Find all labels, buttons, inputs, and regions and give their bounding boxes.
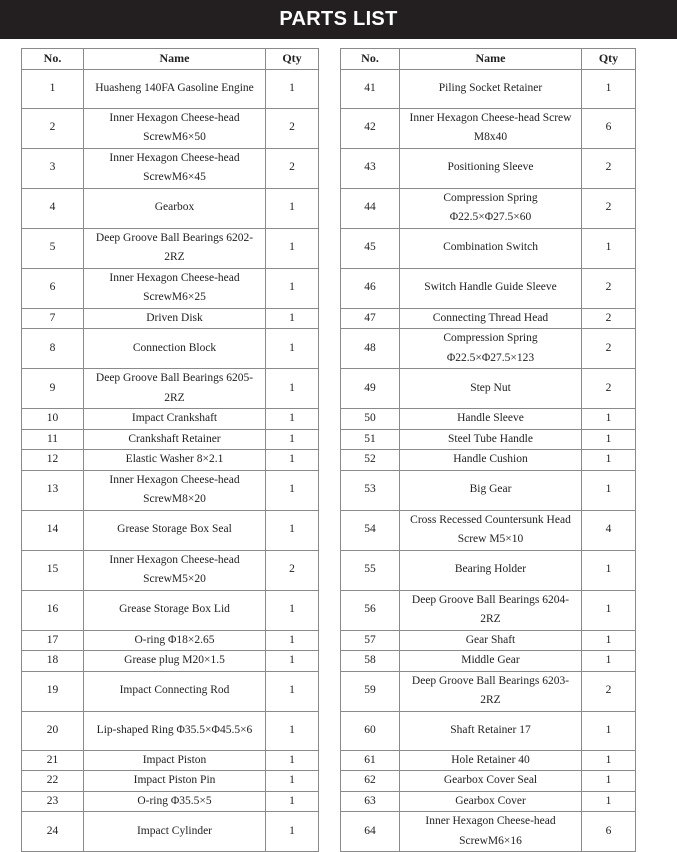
part-qty-cell: 1 (582, 711, 636, 750)
header-name: Name (400, 49, 582, 70)
part-qty-cell: 1 (266, 329, 319, 369)
part-name-cell: Crankshaft Retainer (84, 429, 266, 450)
table-row (22, 651, 636, 672)
part-name-cell: Step Nut (400, 369, 582, 409)
table-row (22, 470, 636, 510)
part-name-cell: Impact Piston (84, 750, 266, 771)
header-no: No. (22, 49, 84, 70)
column-gap (319, 429, 341, 450)
parts-table-body (22, 69, 636, 852)
table-row (22, 308, 636, 329)
part-number-cell: 55 (341, 550, 400, 590)
part-number-cell: 57 (341, 630, 400, 651)
part-qty-cell: 1 (266, 470, 319, 510)
part-qty-cell: 1 (266, 228, 319, 268)
part-number-cell: 3 (22, 148, 84, 188)
part-name-cell: Impact Connecting Rod (84, 671, 266, 711)
part-qty-cell: 2 (582, 329, 636, 369)
part-name-cell: Huasheng 140FA Gasoline Engine (84, 69, 266, 108)
column-gap (319, 409, 341, 430)
part-number-cell: 51 (341, 429, 400, 450)
table-row (22, 188, 636, 228)
part-number-cell: 5 (22, 228, 84, 268)
table-row (22, 429, 636, 450)
column-gap (319, 268, 341, 308)
part-name-cell: Inner Hexagon Cheese-head ScrewM6×45 (84, 148, 266, 188)
part-name-cell: Deep Groove Ball Bearings 6205-2RZ (84, 369, 266, 409)
table-row (22, 228, 636, 268)
column-gap (319, 671, 341, 711)
part-name-cell: Lip-shaped Ring Φ35.5×Φ45.5×6 (84, 711, 266, 750)
part-name-cell: Grease Storage Box Seal (84, 510, 266, 550)
column-gap (319, 450, 341, 471)
table-row (22, 590, 636, 630)
part-name-cell: Combination Switch (400, 228, 582, 268)
column-gap (319, 228, 341, 268)
part-qty-cell: 2 (582, 148, 636, 188)
part-name-cell: Deep Groove Ball Bearings 6202-2RZ (84, 228, 266, 268)
table-row (22, 711, 636, 750)
part-name-cell: Grease plug M20×1.5 (84, 651, 266, 672)
table-row (22, 630, 636, 651)
part-number-cell: 14 (22, 510, 84, 550)
table-row (22, 148, 636, 188)
part-number-cell: 46 (341, 268, 400, 308)
page-title: PARTS LIST (0, 0, 677, 39)
part-name-cell: Deep Groove Ball Bearings 6204-2RZ (400, 590, 582, 630)
part-name-cell: Bearing Holder (400, 550, 582, 590)
part-name-cell: Steel Tube Handle (400, 429, 582, 450)
part-number-cell: 4 (22, 188, 84, 228)
part-qty-cell: 2 (266, 148, 319, 188)
parts-list-table (21, 48, 636, 852)
part-name-cell: Inner Hexagon Cheese-head ScrewM6×16 (400, 812, 582, 852)
column-gap (319, 308, 341, 329)
part-number-cell: 54 (341, 510, 400, 550)
part-name-cell: Elastic Washer 8×2.1 (84, 450, 266, 471)
part-qty-cell: 6 (582, 812, 636, 852)
column-gap (319, 49, 341, 70)
part-qty-cell: 2 (582, 369, 636, 409)
column-gap (319, 148, 341, 188)
part-qty-cell: 1 (266, 630, 319, 651)
part-name-cell: Impact Piston Pin (84, 771, 266, 792)
part-name-cell: Impact Cylinder (84, 812, 266, 852)
part-qty-cell: 1 (582, 470, 636, 510)
part-name-cell: Switch Handle Guide Sleeve (400, 268, 582, 308)
part-qty-cell: 1 (582, 429, 636, 450)
column-gap (319, 651, 341, 672)
part-qty-cell: 1 (266, 510, 319, 550)
part-number-cell: 12 (22, 450, 84, 471)
part-number-cell: 21 (22, 750, 84, 771)
part-number-cell: 10 (22, 409, 84, 430)
part-name-cell: Gear Shaft (400, 630, 582, 651)
part-qty-cell: 1 (266, 711, 319, 750)
part-qty-cell: 2 (582, 671, 636, 711)
part-qty-cell: 1 (582, 69, 636, 108)
part-number-cell: 2 (22, 108, 84, 148)
part-qty-cell: 1 (582, 590, 636, 630)
part-name-cell: Impact Crankshaft (84, 409, 266, 430)
table-row (22, 550, 636, 590)
column-gap (319, 329, 341, 369)
part-qty-cell: 1 (582, 630, 636, 651)
part-name-cell: Handle Sleeve (400, 409, 582, 430)
part-qty-cell: 1 (266, 308, 319, 329)
part-number-cell: 20 (22, 711, 84, 750)
column-gap (319, 369, 341, 409)
part-name-cell: Handle Cushion (400, 450, 582, 471)
part-name-cell: Grease Storage Box Lid (84, 590, 266, 630)
table-row (22, 791, 636, 812)
part-name-cell: Middle Gear (400, 651, 582, 672)
part-number-cell: 58 (341, 651, 400, 672)
part-number-cell: 24 (22, 812, 84, 852)
column-gap (319, 188, 341, 228)
column-gap (319, 108, 341, 148)
part-number-cell: 18 (22, 651, 84, 672)
table-row (22, 671, 636, 711)
part-name-cell: Inner Hexagon Cheese-head ScrewM6×25 (84, 268, 266, 308)
part-qty-cell: 2 (266, 108, 319, 148)
column-gap (319, 791, 341, 812)
column-gap (319, 69, 341, 108)
part-qty-cell: 1 (582, 450, 636, 471)
table-row (22, 750, 636, 771)
part-qty-cell: 1 (266, 590, 319, 630)
column-gap (319, 812, 341, 852)
part-qty-cell: 1 (582, 409, 636, 430)
part-name-cell: Inner Hexagon Cheese-head Screw M8x40 (400, 108, 582, 148)
part-qty-cell: 6 (582, 108, 636, 148)
part-number-cell: 11 (22, 429, 84, 450)
part-qty-cell: 1 (266, 268, 319, 308)
part-qty-cell: 1 (582, 228, 636, 268)
table-header-row (22, 49, 636, 70)
table-row (22, 69, 636, 108)
part-name-cell: Compression Spring Φ22.5×Φ27.5×123 (400, 329, 582, 369)
part-name-cell: Cross Recessed Countersunk Head Screw M5×10 (400, 510, 582, 550)
part-number-cell: 48 (341, 329, 400, 369)
part-qty-cell: 1 (266, 450, 319, 471)
column-gap (319, 771, 341, 792)
part-qty-cell: 1 (266, 188, 319, 228)
part-number-cell: 23 (22, 791, 84, 812)
part-name-cell: Piling Socket Retainer (400, 69, 582, 108)
part-number-cell: 17 (22, 630, 84, 651)
part-qty-cell: 1 (582, 771, 636, 792)
part-number-cell: 8 (22, 329, 84, 369)
part-name-cell: Big Gear (400, 470, 582, 510)
part-qty-cell: 1 (266, 671, 319, 711)
header-name: Name (84, 49, 266, 70)
header-qty: Qty (582, 49, 636, 70)
part-name-cell: Inner Hexagon Cheese-head ScrewM5×20 (84, 550, 266, 590)
table-row (22, 510, 636, 550)
part-qty-cell: 1 (266, 812, 319, 852)
part-qty-cell: 1 (582, 750, 636, 771)
part-number-cell: 52 (341, 450, 400, 471)
part-number-cell: 7 (22, 308, 84, 329)
table-row (22, 771, 636, 792)
column-gap (319, 750, 341, 771)
table-row (22, 369, 636, 409)
table-row (22, 409, 636, 430)
part-name-cell: Compression Spring Φ22.5×Φ27.5×60 (400, 188, 582, 228)
part-qty-cell: 1 (266, 69, 319, 108)
part-number-cell: 41 (341, 69, 400, 108)
part-number-cell: 6 (22, 268, 84, 308)
part-number-cell: 61 (341, 750, 400, 771)
part-number-cell: 47 (341, 308, 400, 329)
part-name-cell: Connection Block (84, 329, 266, 369)
part-qty-cell: 1 (266, 369, 319, 409)
part-qty-cell: 2 (582, 268, 636, 308)
part-name-cell: Driven Disk (84, 308, 266, 329)
part-number-cell: 13 (22, 470, 84, 510)
part-qty-cell: 1 (266, 429, 319, 450)
part-name-cell: Deep Groove Ball Bearings 6203-2RZ (400, 671, 582, 711)
part-qty-cell: 2 (266, 550, 319, 590)
part-number-cell: 50 (341, 409, 400, 430)
part-name-cell: Gearbox Cover Seal (400, 771, 582, 792)
part-number-cell: 63 (341, 791, 400, 812)
table-row (22, 450, 636, 471)
part-qty-cell: 2 (582, 308, 636, 329)
part-number-cell: 16 (22, 590, 84, 630)
table-row (22, 812, 636, 852)
part-number-cell: 15 (22, 550, 84, 590)
part-qty-cell: 1 (582, 791, 636, 812)
part-number-cell: 53 (341, 470, 400, 510)
part-name-cell: O-ring Φ18×2.65 (84, 630, 266, 651)
part-number-cell: 49 (341, 369, 400, 409)
part-name-cell: Connecting Thread Head (400, 308, 582, 329)
part-name-cell: Inner Hexagon Cheese-head ScrewM6×50 (84, 108, 266, 148)
part-name-cell: O-ring Φ35.5×5 (84, 791, 266, 812)
part-number-cell: 64 (341, 812, 400, 852)
part-qty-cell: 1 (266, 791, 319, 812)
part-name-cell: Gearbox (84, 188, 266, 228)
part-qty-cell: 1 (266, 771, 319, 792)
part-name-cell: Hole Retainer 40 (400, 750, 582, 771)
table-row (22, 268, 636, 308)
part-qty-cell: 1 (266, 750, 319, 771)
part-number-cell: 44 (341, 188, 400, 228)
part-number-cell: 1 (22, 69, 84, 108)
column-gap (319, 470, 341, 510)
part-number-cell: 56 (341, 590, 400, 630)
part-qty-cell: 1 (582, 550, 636, 590)
part-number-cell: 9 (22, 369, 84, 409)
part-number-cell: 60 (341, 711, 400, 750)
part-qty-cell: 1 (266, 409, 319, 430)
part-number-cell: 22 (22, 771, 84, 792)
column-gap (319, 630, 341, 651)
part-qty-cell: 1 (582, 651, 636, 672)
part-name-cell: Gearbox Cover (400, 791, 582, 812)
table-row (22, 108, 636, 148)
part-number-cell: 59 (341, 671, 400, 711)
part-qty-cell: 2 (582, 188, 636, 228)
part-qty-cell: 1 (266, 651, 319, 672)
part-number-cell: 43 (341, 148, 400, 188)
table-row (22, 329, 636, 369)
part-number-cell: 42 (341, 108, 400, 148)
part-name-cell: Shaft Retainer 17 (400, 711, 582, 750)
part-name-cell: Positioning Sleeve (400, 148, 582, 188)
column-gap (319, 711, 341, 750)
part-qty-cell: 4 (582, 510, 636, 550)
column-gap (319, 550, 341, 590)
part-number-cell: 45 (341, 228, 400, 268)
header-no: No. (341, 49, 400, 70)
part-name-cell: Inner Hexagon Cheese-head ScrewM8×20 (84, 470, 266, 510)
part-number-cell: 19 (22, 671, 84, 711)
header-qty: Qty (266, 49, 319, 70)
column-gap (319, 590, 341, 630)
part-number-cell: 62 (341, 771, 400, 792)
column-gap (319, 510, 341, 550)
